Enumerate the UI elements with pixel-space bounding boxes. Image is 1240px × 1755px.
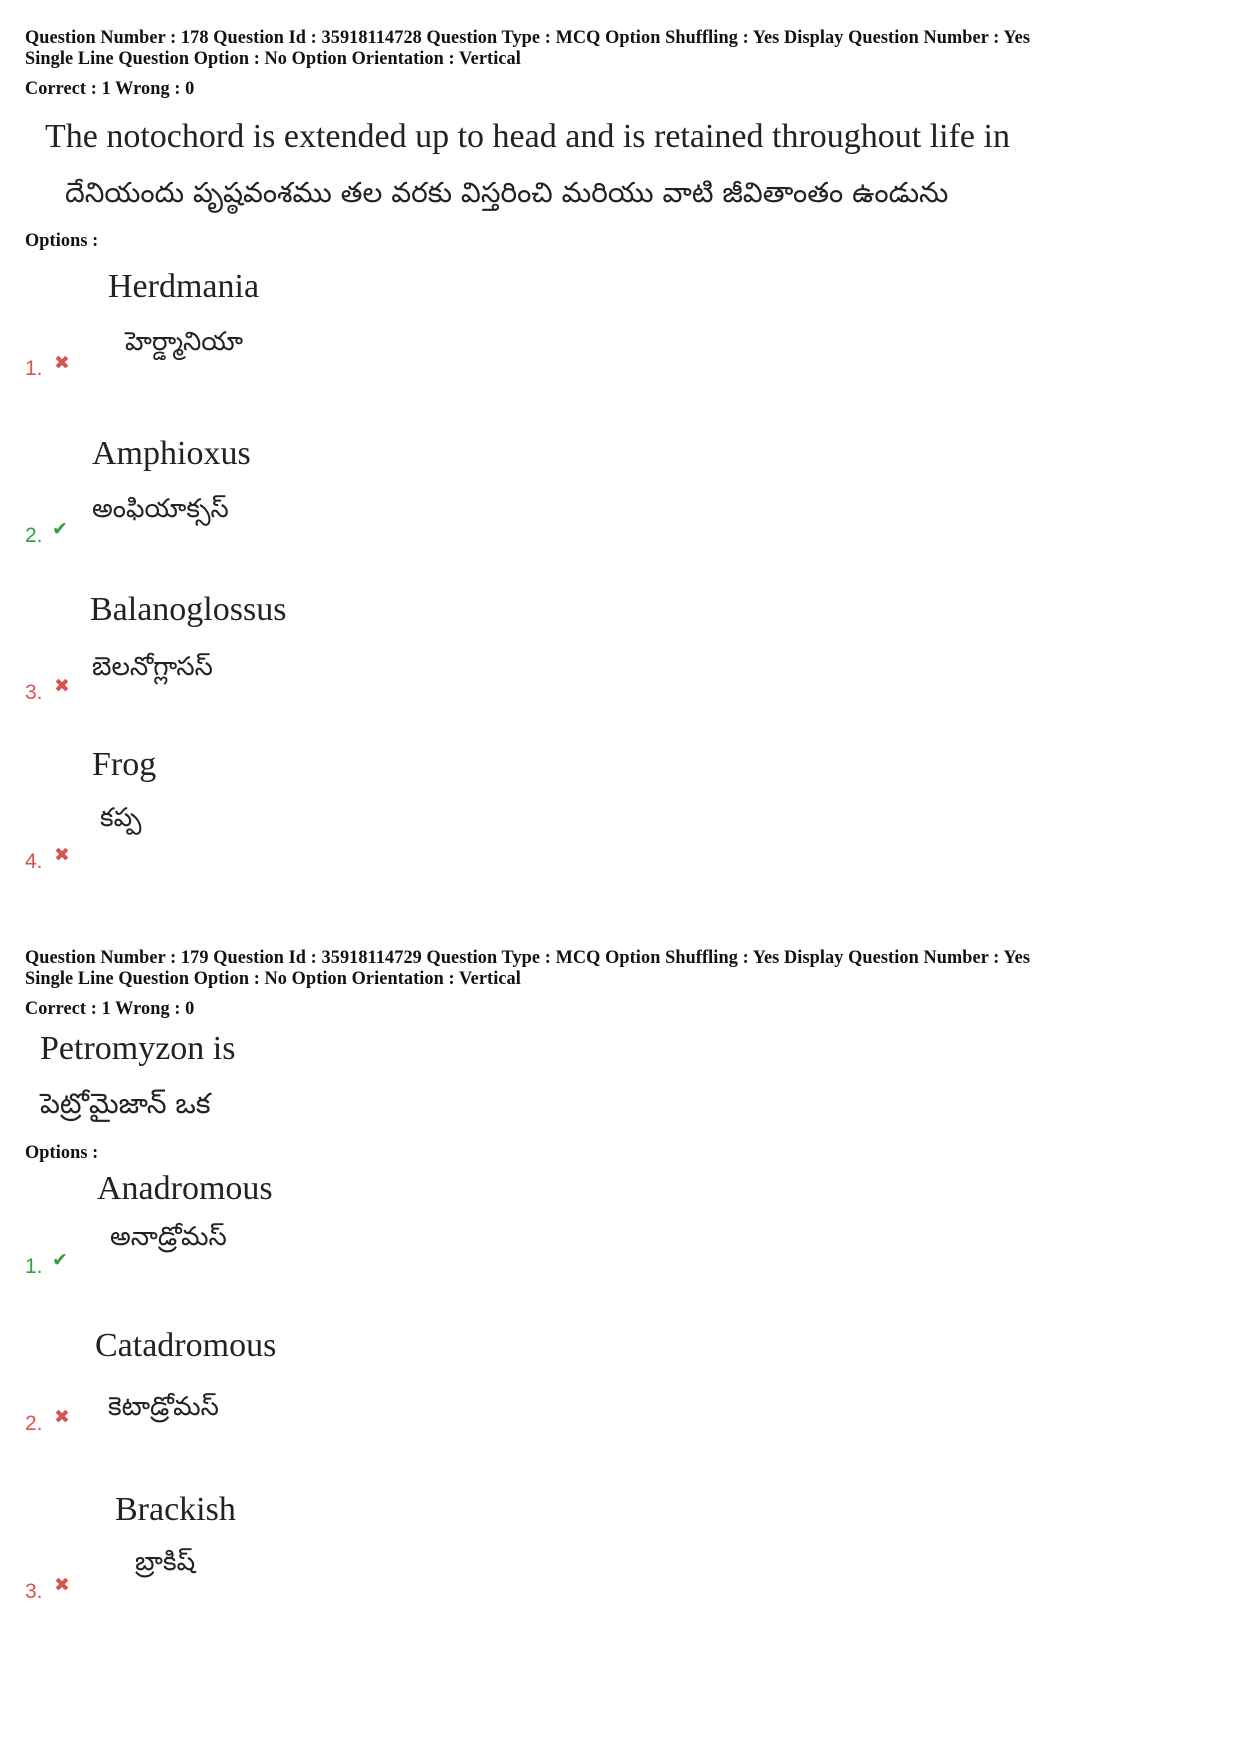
option-text-telugu: అంఫియాక్సస్ <box>92 494 229 524</box>
options-label: Options : <box>25 230 99 251</box>
cross-icon: ✖ <box>54 1574 70 1596</box>
option-text-english: Amphioxus <box>92 435 251 472</box>
option-text-english: Herdmania <box>108 268 260 305</box>
question-text-english: The notochord is extended up to head and is retained throughout life in <box>45 118 1010 155</box>
question-text-english: Petromyzon is <box>40 1030 236 1067</box>
question-score: Correct : 1 Wrong : 0 <box>25 998 195 1019</box>
option-text-english: Brackish <box>115 1491 236 1528</box>
cross-icon: ✖ <box>54 675 70 697</box>
options-label: Options : <box>25 1142 99 1163</box>
option-text-english: Balanoglossus <box>90 591 287 628</box>
option-text-telugu: అనాడ్రోమస్ <box>110 1222 227 1252</box>
option-text-telugu: హెర్డ్మానియా <box>125 327 243 357</box>
option-text-english: Anadromous <box>97 1170 273 1207</box>
question-text-telugu: దేనియందు పృష్ఠవంశము తల వరకు విస్తరించి మరియు వాటి జీవితాంతం ఉండును <box>65 176 949 209</box>
question-text-telugu: పెట్రోమైజాన్ ఒక <box>40 1087 211 1120</box>
option-text-telugu: బ్రాకిష్ <box>135 1547 196 1577</box>
question-meta-line2: Single Line Question Option : No Option Orientation : Vertical <box>25 968 521 989</box>
option-text-english: Catadromous <box>95 1327 277 1364</box>
option-number: 4. <box>25 850 43 873</box>
option-number: 2. <box>25 1412 43 1435</box>
option-number: 2. <box>25 524 43 547</box>
question-meta-line2: Single Line Question Option : No Option Orientation : Vertical <box>25 48 521 69</box>
option-number: 3. <box>25 1580 43 1603</box>
cross-icon: ✖ <box>54 352 70 374</box>
check-icon: ✔ <box>52 518 68 540</box>
question-meta-line1: Question Number : 178 Question Id : 35918114728 Question Type : MCQ Option Shuffling : Yes Display Question Number : Yes <box>25 27 1031 48</box>
option-text-telugu: కప్ప <box>100 803 142 833</box>
cross-icon: ✖ <box>54 1406 70 1428</box>
option-number: 3. <box>25 681 43 704</box>
option-text-english: Frog <box>92 746 157 783</box>
option-number: 1. <box>25 357 43 380</box>
option-text-telugu: కెటాడ్రోమస్ <box>108 1392 219 1422</box>
check-icon: ✔ <box>52 1249 68 1271</box>
question-score: Correct : 1 Wrong : 0 <box>25 78 195 99</box>
option-text-telugu: బెలనోగ్లాసస్ <box>92 652 213 682</box>
question-meta-line1: Question Number : 179 Question Id : 35918114729 Question Type : MCQ Option Shuffling : Yes Display Question Number : Yes <box>25 947 1031 968</box>
cross-icon: ✖ <box>54 844 70 866</box>
option-number: 1. <box>25 1255 43 1278</box>
